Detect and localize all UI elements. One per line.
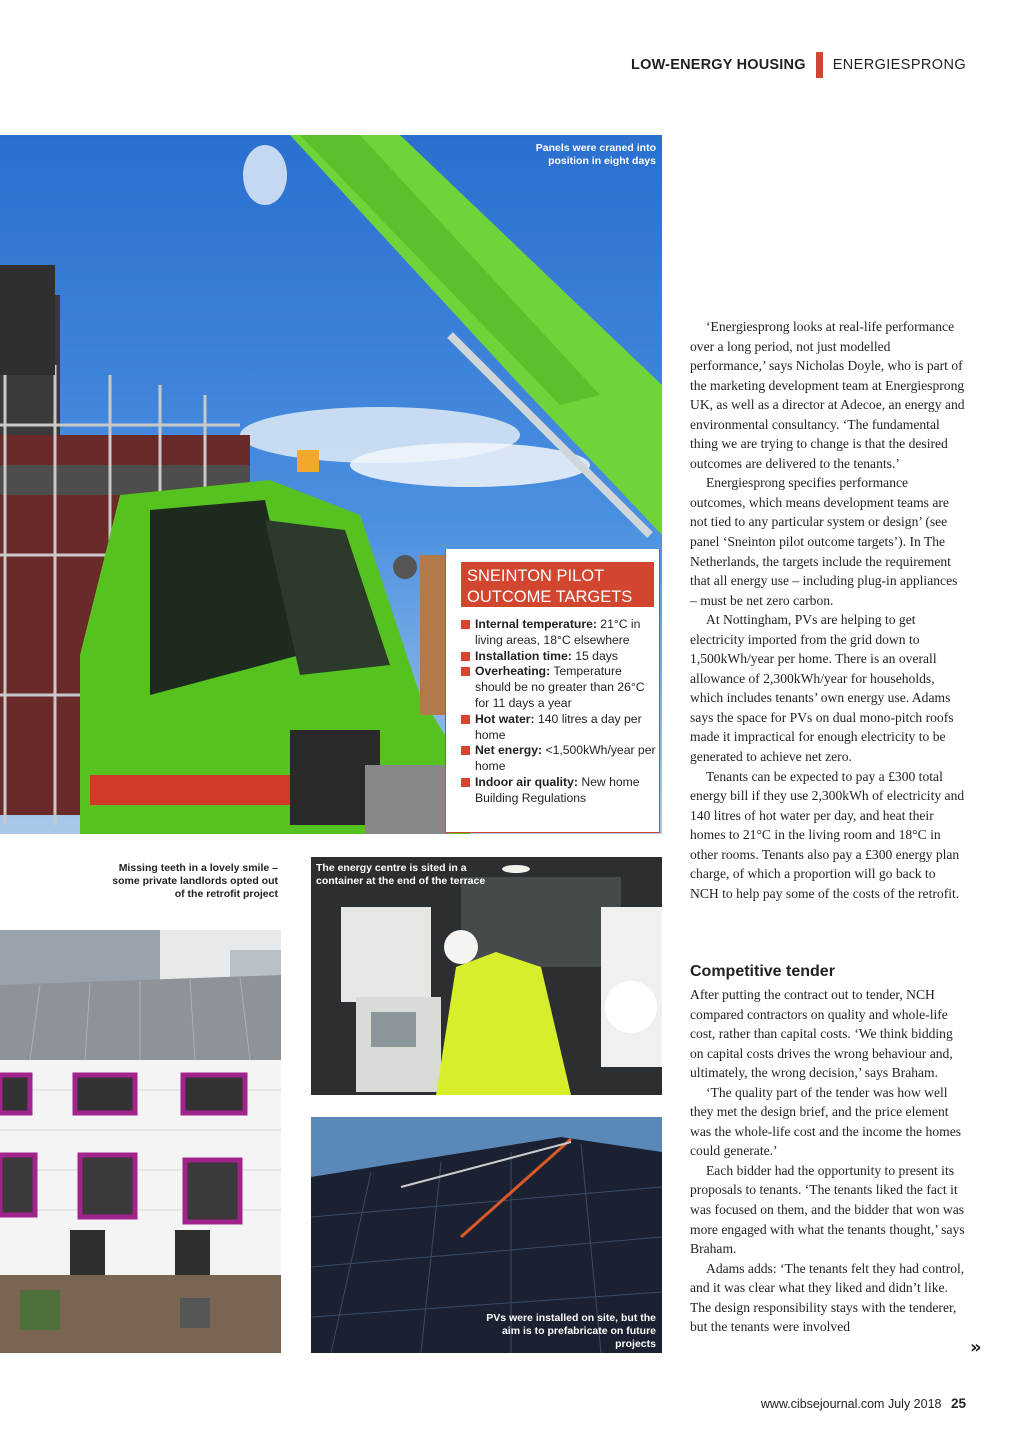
paragraph: Energiesprong specifies performance outcomes, which means development teams are not tied to any particular system or design’ (see panel ‘Sneinton pilot outcome targets’). In The Netherlands, the targets include the requirement that all energy use – including plug-in appliances – must be net zero carbon. (690, 475, 958, 608)
paragraph: ‘The quality part of the tender was how well they met the design brief, and the price element was the whole-life cost and the income the homes could generate.’ (690, 1084, 962, 1159)
list-item: Installation time: 15 days (461, 649, 657, 665)
page-footer (761, 1396, 966, 1411)
list-item: Net energy: <1,500kWh/year per home (461, 743, 657, 775)
list-item: Overheating: Temperature should be no greater than 26°C for 11 days a year (461, 664, 657, 711)
paragraph: Each bidder had the opportunity to present its proposals to tenants. ‘The tenants liked the fact it was focused on them, and the bidder that won was more engaged with what the tenants thought,’ says Braham. (690, 1162, 965, 1257)
paragraph: ‘Energiesprong looks at real-life performance over a long period, not just modelled performance,’ says Nicholas Doyle, who is part of the marketing development team at Energiesprong UK, as well as a director at Adecoe, an energy and environmental consultancy. ‘The fundamental thing we are trying to change is that the desired outcomes are delivered to the tenants.’ (690, 319, 965, 471)
terrace-photo (0, 930, 281, 1353)
pv-caption: PVs were installed on site, but the aim is to prefabricate on future projects (486, 1312, 656, 1350)
crane-caption: Panels were craned into position in eight days (535, 142, 656, 167)
subsection-label: ENERGIESPRONG (832, 57, 966, 73)
paragraph: At Nottingham, PVs are helping to get electricity imported from the grid down to 1,500kWh/year per home. There is an overall allowance of 2,300kWh/year for households, which includes tenants’ own energy use. Adams says the space for PVs on dual mono-pitch roofs made it impractical for enough electricity to be generated to achieve net zero. (690, 612, 954, 765)
list-item: Indoor air quality: New home Building Regulations (461, 775, 657, 807)
continue-icon: » (970, 1337, 982, 1358)
energy-centre-caption: The energy centre is sited in a container at the end of the terrace (316, 862, 486, 887)
footer-url: www.cibsejournal.com (760, 1397, 885, 1411)
list-item: Hot water: 140 litres a day per home (461, 712, 657, 744)
list-item: Internal temperature: 21°C in living areas, 18°C elsewhere (461, 617, 657, 649)
footer-date: July 2018 (887, 1397, 942, 1411)
paragraph: Tenants can be expected to pay a £300 total energy bill if they use 2,300kWh of electricity and 140 litres of hot water per day, and heat their homes to 21°C in the living room and 18°C in other rooms. Tenants also pay a £300 energy plan charge, of which a proportion will go back to NCH to help pay some of the costs of the retrofit. (690, 768, 965, 901)
page-number: 25 (950, 1396, 966, 1411)
paragraph: Adams adds: ‘The tenants felt they had control, and it was clear what they liked and didn’t like. The design responsibility stays with the tenderer, but the tenants were involved (690, 1260, 965, 1335)
targets-list (461, 617, 657, 807)
terrace-caption: Missing teeth in a lovely smile – some private landlords opted out of the retrofit project (112, 862, 278, 900)
body-column-bottom (690, 985, 966, 1337)
header-divider (816, 52, 823, 78)
panel-title: SNEINTON PILOT OUTCOME TARGETS (461, 562, 654, 607)
section-label: LOW-ENERGY HOUSING (631, 57, 806, 73)
energy-centre-photo (311, 857, 662, 1095)
body-column-top (690, 317, 966, 903)
subheading: Competitive tender (690, 963, 835, 980)
outcome-targets-panel (445, 549, 660, 833)
paragraph: After putting the contract out to tender, NCH compared contractors on quality and whole-life cost, rather than capital costs. ‘We think bidding on capital costs drives the wrong behaviour and, ultimately, the wrong decision,’ says Braham. (690, 987, 953, 1081)
running-header (631, 52, 966, 78)
